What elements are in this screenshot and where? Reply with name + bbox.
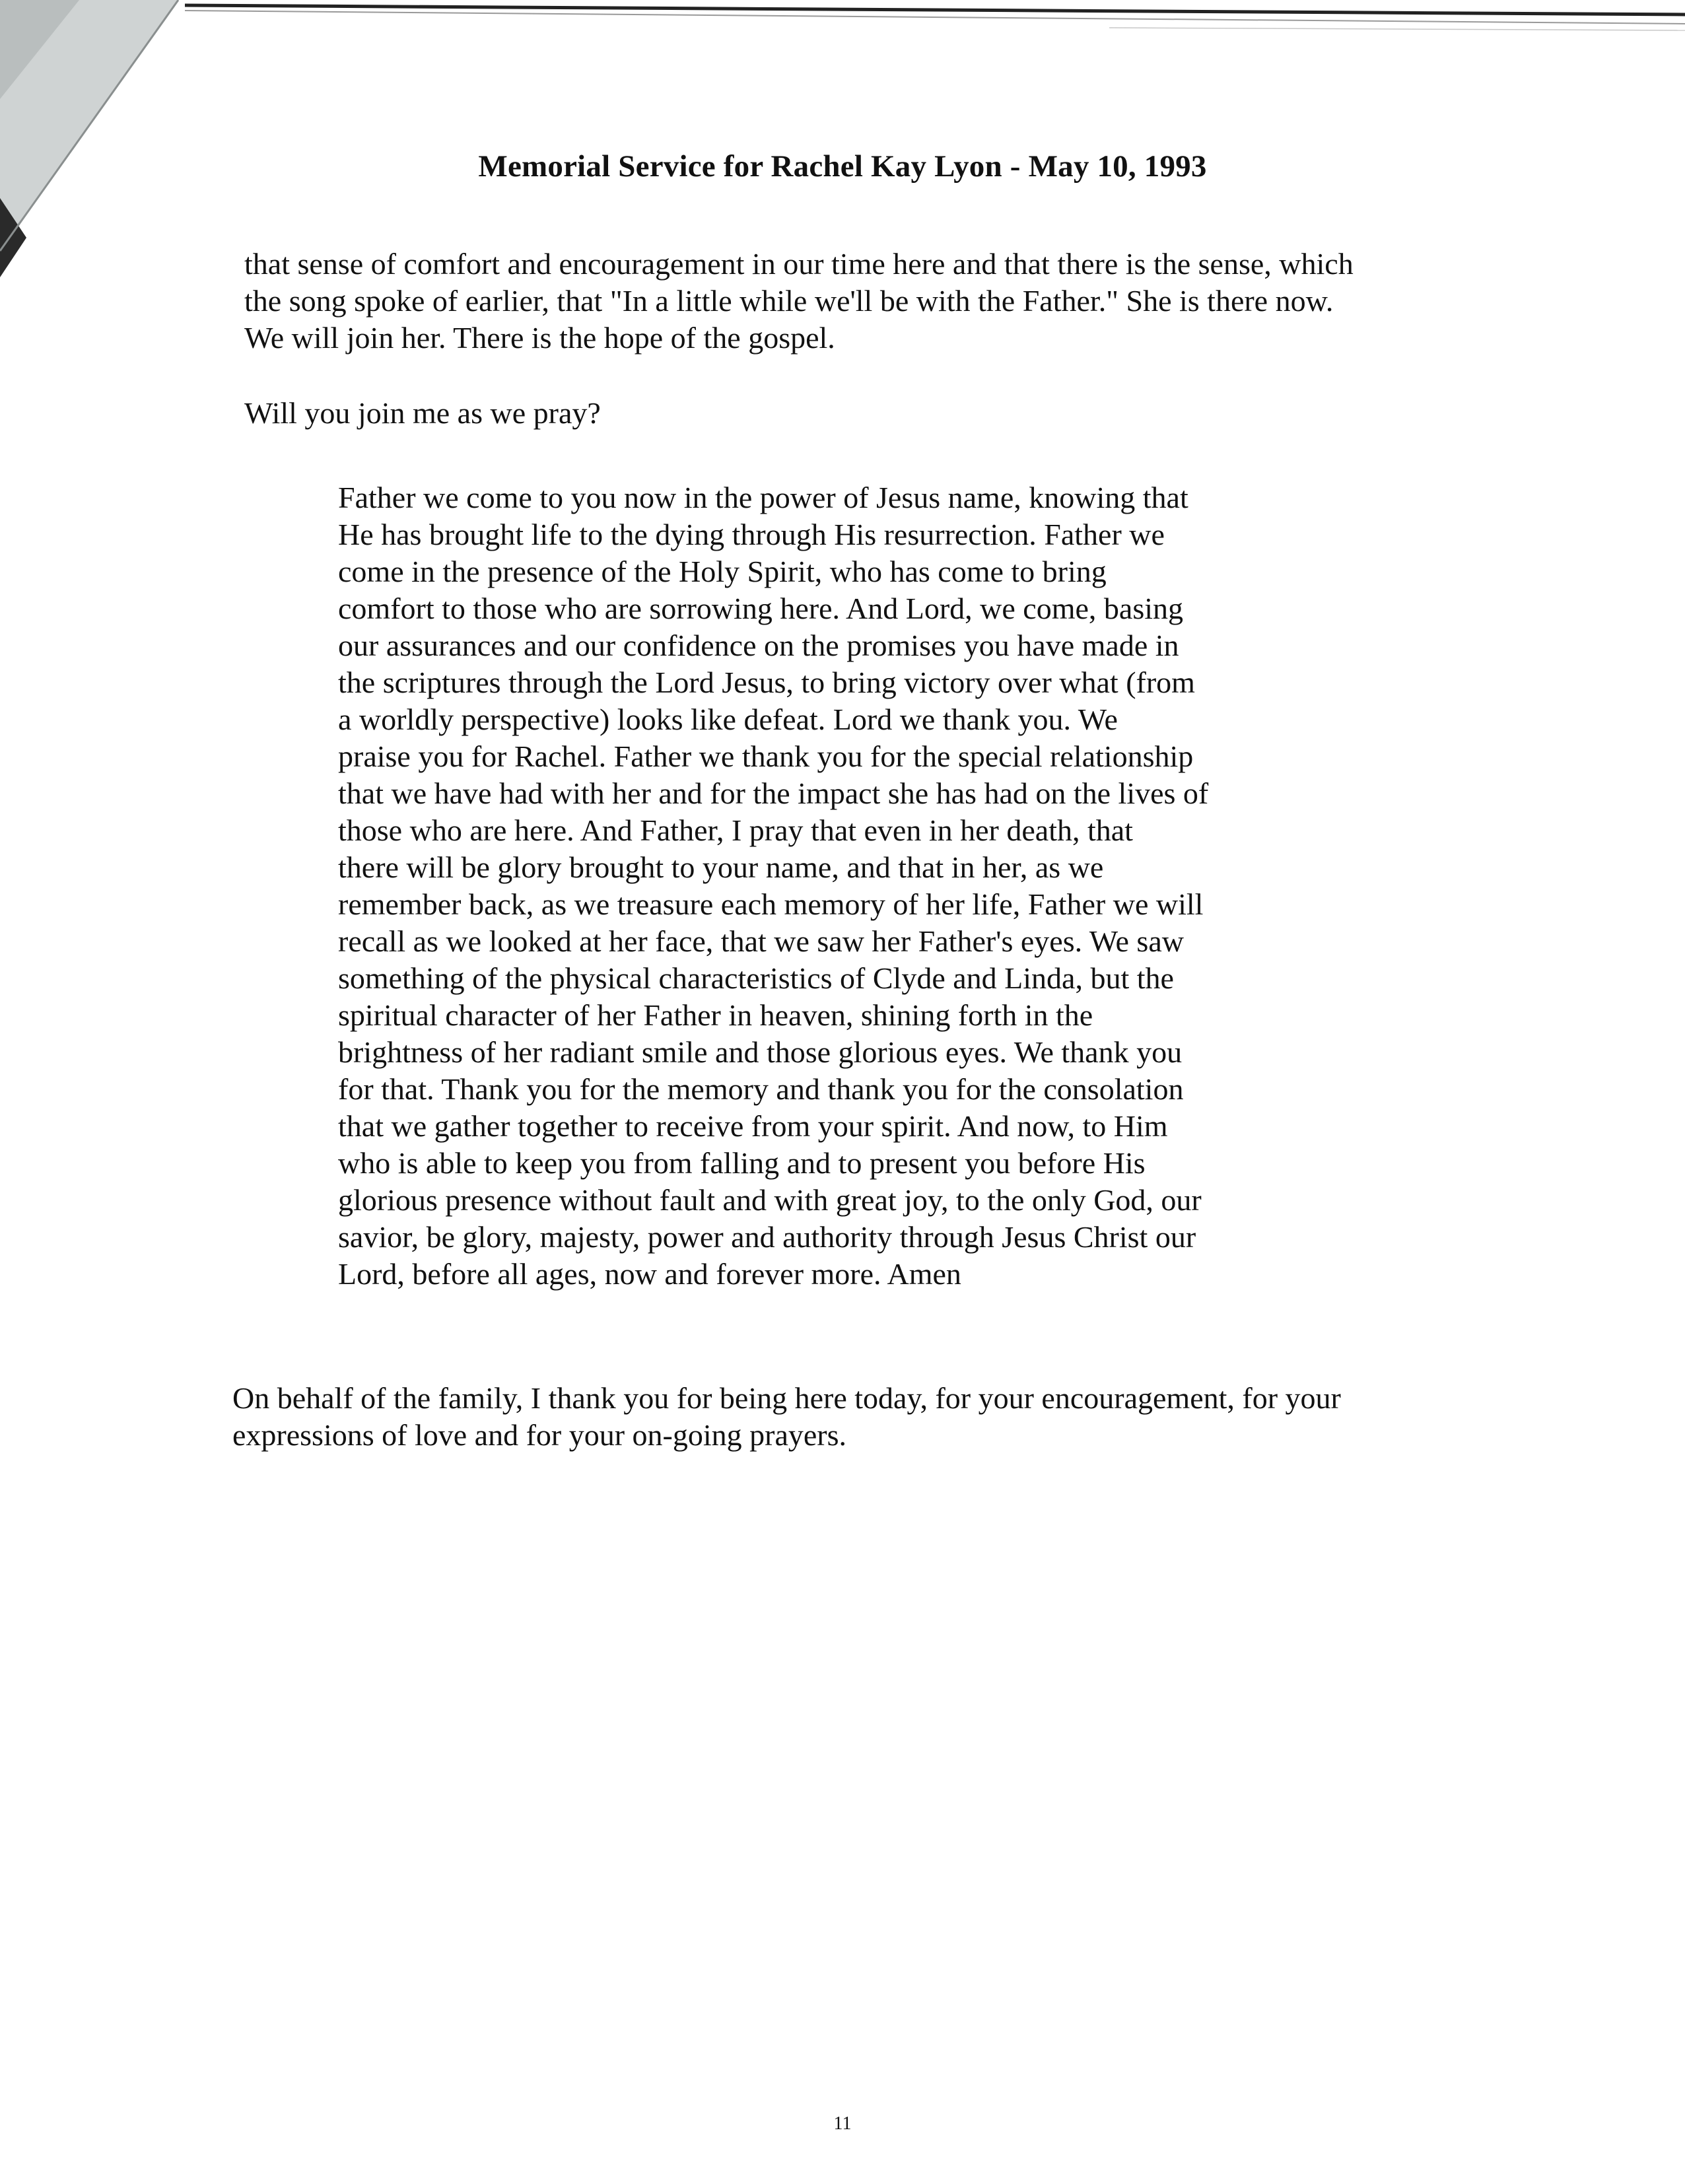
- text-line: our assurances and our confidence on the promises you have made in: [338, 629, 1179, 662]
- text-line: brightness of her radiant smile and those glorious eyes. We thank you: [338, 1035, 1183, 1069]
- closing-paragraph: [232, 1380, 1461, 1454]
- text-line: Father we come to you now in the power of Jesus name, knowing that: [338, 481, 1188, 514]
- text-line: the song spoke of earlier, that "In a little while we'll be with the Father." She is there now.: [244, 284, 1334, 318]
- text-line: that we gather together to receive from your spirit. And now, to Him: [338, 1109, 1168, 1143]
- text-line: that sense of comfort and encouragement in our time here and that there is the sense, which: [244, 247, 1354, 281]
- text-line: recall as we looked at her face, that we saw her Father's eyes. We saw: [338, 924, 1184, 958]
- text-line: On behalf of the family, I thank you for being here today, for your encouragement, for your: [232, 1381, 1341, 1415]
- text-line: expressions of love and for your on-going prayers.: [232, 1418, 846, 1452]
- text-line: savior, be glory, majesty, power and authority through Jesus Christ our: [338, 1220, 1196, 1254]
- text-line: praise you for Rachel. Father we thank you for the special relationship: [338, 739, 1194, 773]
- text-line: a worldly perspective) looks like defeat. Lord we thank you. We: [338, 702, 1118, 736]
- intro-paragraph: [244, 246, 1459, 357]
- text-line: remember back, as we treasure each memory of her life, Father we will: [338, 887, 1204, 921]
- text-line: Lord, before all ages, now and forever more. Amen: [338, 1257, 961, 1291]
- text-line: He has brought life to the dying through His resurrection. Father we: [338, 518, 1165, 551]
- text-line: the scriptures through the Lord Jesus, to bring victory over what (from: [338, 665, 1195, 699]
- document-title: Memorial Service for Rachel Kay Lyon - May 10, 1993: [478, 149, 1207, 184]
- text-line: there will be glory brought to your name, and that in her, as we: [338, 850, 1104, 884]
- scan-top-edge-lines: [185, 0, 1685, 40]
- text-line: those who are here. And Father, I pray that even in her death, that: [338, 813, 1133, 847]
- text-line: who is able to keep you from falling and to present you before His: [338, 1146, 1146, 1180]
- text-line: that we have had with her and for the impact she has had on the lives of: [338, 776, 1209, 810]
- prayer-block: [338, 479, 1322, 1293]
- text-line: Will you join me as we pray?: [244, 396, 601, 430]
- text-line: something of the physical characteristics of Clyde and Linda, but the: [338, 961, 1174, 995]
- page-number: 11: [833, 2113, 852, 2134]
- text-line: comfort to those who are sorrowing here. And Lord, we come, basing: [338, 592, 1184, 625]
- text-line: come in the presence of the Holy Spirit, who has come to bring: [338, 555, 1107, 588]
- text-line: glorious presence without fault and with great joy, to the only God, our: [338, 1183, 1202, 1217]
- text-line: We will join her. There is the hope of the gospel.: [244, 321, 835, 355]
- text-line: for that. Thank you for the memory and thank you for the consolation: [338, 1072, 1184, 1106]
- text-line: spiritual character of her Father in heaven, shining forth in the: [338, 998, 1093, 1032]
- prayer-invitation: [244, 395, 1459, 432]
- folded-corner-scan-artifact: [0, 0, 198, 277]
